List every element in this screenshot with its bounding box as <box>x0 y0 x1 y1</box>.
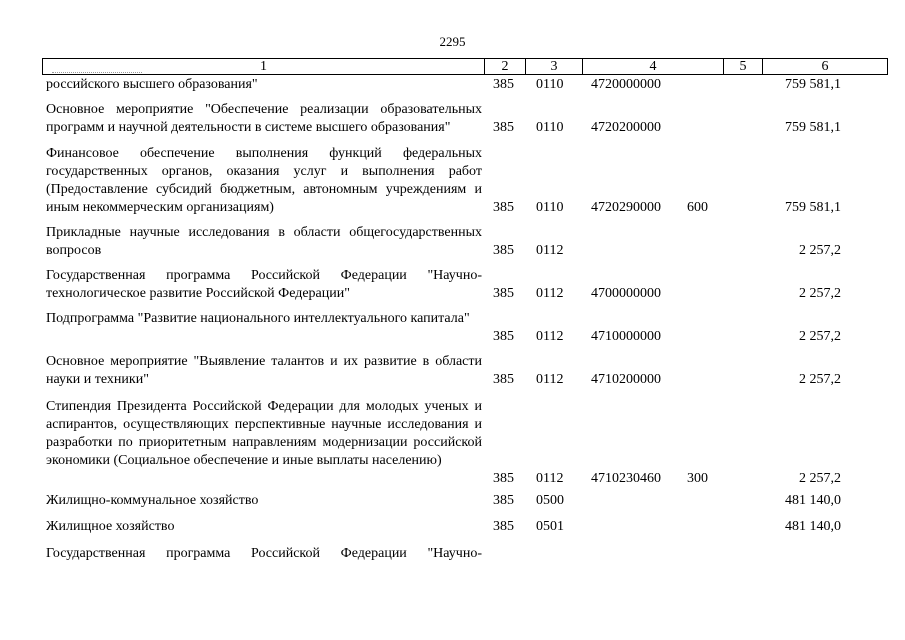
column-header-3: 3 <box>526 59 583 75</box>
cell-2: 385 <box>493 329 514 344</box>
row-description: Стипендия Президента Российской Федерации для молодых ученых и аспирантов, осуществляющих перспективные научные исследования и разработки по приоритетным направлениям модернизации российской экономики (Социальное обеспечение и иные выплаты населению) <box>46 399 482 468</box>
cell-6: 481 140,0 <box>785 519 841 534</box>
cell-3: 0110 <box>536 120 564 135</box>
cell-2: 385 <box>493 286 514 301</box>
table-row <box>46 353 841 389</box>
table-row <box>46 518 841 536</box>
cell-3: 0110 <box>536 77 564 92</box>
cell-3: 0112 <box>536 471 564 486</box>
column-header-1: 1 <box>43 59 485 75</box>
cell-5: 300 <box>687 471 708 486</box>
table-row <box>46 101 841 137</box>
row-description: Государственная программа Российской Федерации "Научно-технологическое развитие Российской Федерации" <box>46 268 482 301</box>
cell-4: 4710000000 <box>591 329 661 344</box>
cell-5: 600 <box>687 200 708 215</box>
column-header-5: 5 <box>724 59 763 75</box>
cell-2: 385 <box>493 120 514 135</box>
cell-2: 385 <box>493 372 514 387</box>
row-description: Жилищно-коммунальное хозяйство <box>46 493 259 508</box>
cell-2: 385 <box>493 243 514 258</box>
cell-6: 2 257,2 <box>799 286 841 301</box>
row-description: Государственная программа Российской Федерации "Научно- <box>46 546 482 561</box>
cell-2: 385 <box>493 493 514 508</box>
page-number: 2295 <box>439 34 466 49</box>
table-row <box>46 398 841 488</box>
row-description: Прикладные научные исследования в области общегосударственных вопросов <box>46 225 482 258</box>
column-header-row <box>42 58 888 75</box>
row-description: Основное мероприятие "Обеспечение реализации образовательных программ и научной деятельности в системе высшего образования" <box>46 102 482 135</box>
row-description: Подпрограмма "Развитие национального интеллектуального капитала" <box>46 311 470 326</box>
cell-4: 4710200000 <box>591 372 661 387</box>
cell-3: 0112 <box>536 329 564 344</box>
cell-4: 4720000000 <box>591 77 661 92</box>
table-row <box>46 267 841 303</box>
table-row <box>46 145 841 217</box>
cell-3: 0112 <box>536 243 564 258</box>
table-row <box>46 545 841 563</box>
table-row <box>46 76 841 94</box>
cell-6: 2 257,2 <box>799 329 841 344</box>
table-row <box>46 224 841 260</box>
row-description: Жилищное хозяйство <box>46 519 175 534</box>
row-description: Финансовое обеспечение выполнения функций федеральных государственных органов, оказания услуг и выполнения работ (Предоставление субсидий бюджетным, автономным учреждениям и иным некоммерческим организациям) <box>46 146 482 215</box>
cell-3: 0500 <box>536 493 564 508</box>
table-row <box>46 492 841 510</box>
row-description: российского высшего образования" <box>46 77 258 92</box>
cell-2: 385 <box>493 77 514 92</box>
cell-6: 2 257,2 <box>799 372 841 387</box>
row-description: Основное мероприятие "Выявление талантов и их развитие в области науки и техники" <box>46 354 482 387</box>
cell-2: 385 <box>493 471 514 486</box>
cell-4: 4720200000 <box>591 120 661 135</box>
cell-6: 759 581,1 <box>785 77 841 92</box>
cell-3: 0501 <box>536 519 564 534</box>
cell-6: 2 257,2 <box>799 471 841 486</box>
cell-6: 759 581,1 <box>785 120 841 135</box>
column-header-6: 6 <box>763 59 888 75</box>
cell-4: 4700000000 <box>591 286 661 301</box>
table-row <box>46 310 841 346</box>
cell-3: 0110 <box>536 200 564 215</box>
column-header-4: 4 <box>583 59 724 75</box>
column-header-2: 2 <box>485 59 526 75</box>
cell-6: 759 581,1 <box>785 200 841 215</box>
cell-4: 4710230460 <box>591 471 661 486</box>
cell-3: 0112 <box>536 372 564 387</box>
cell-4: 4720290000 <box>591 200 661 215</box>
cell-6: 481 140,0 <box>785 493 841 508</box>
cell-2: 385 <box>493 200 514 215</box>
cell-2: 385 <box>493 519 514 534</box>
cell-3: 0112 <box>536 286 564 301</box>
cell-6: 2 257,2 <box>799 243 841 258</box>
